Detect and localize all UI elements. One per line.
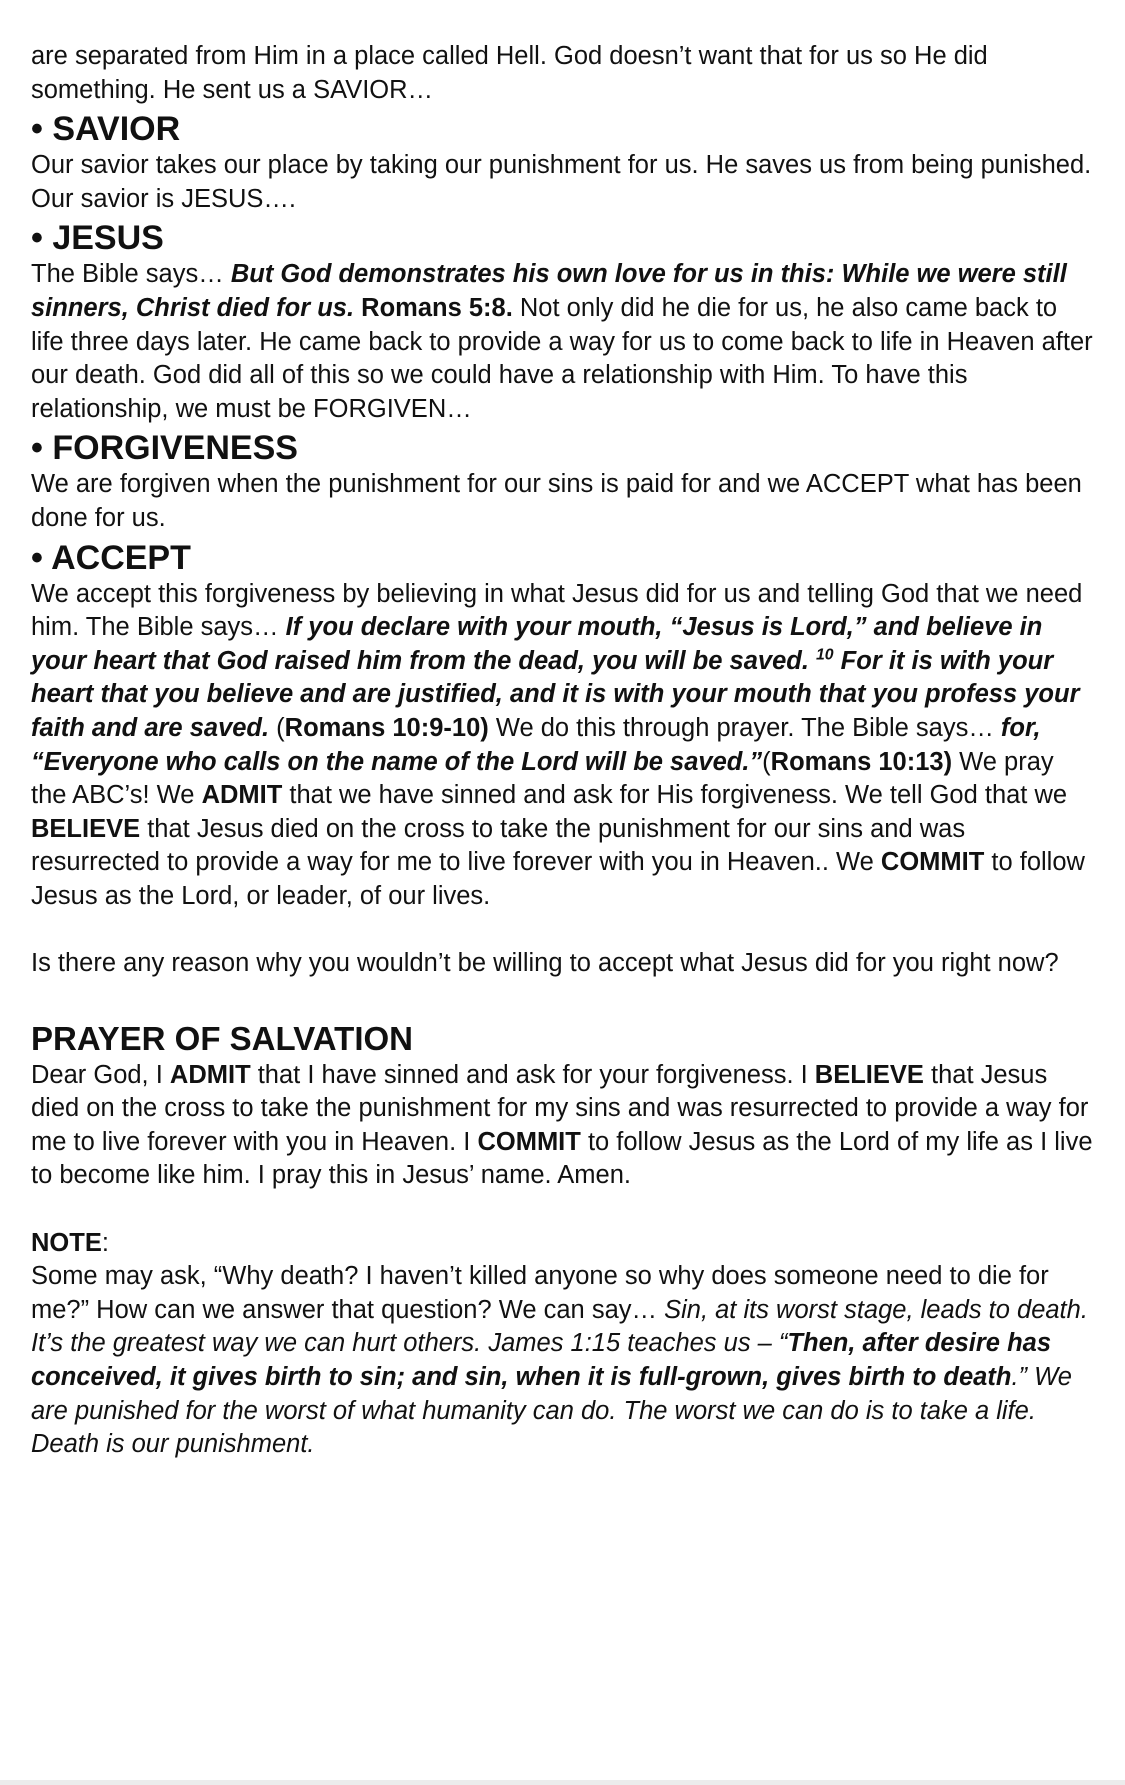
jesus-quote: But God demonstrates his own love for us in this: While we were still sinners, Christ died for us. [31, 260, 1067, 322]
accept-admit: ADMIT [201, 781, 283, 810]
jesus-text: Not only did he die for us, he also came back to life three days later. He came back to provide a way for us to come back to life in Heaven after our death. God did all of this so we could have a relationship with Him. To have this relationship, we must be FORGIVEN… [31, 293, 1093, 423]
accept-quote-3: for, “Everyone who calls on the name of the Lord will be saved.” [31, 713, 1041, 776]
note-colon: : [101, 1228, 109, 1257]
spacer [31, 981, 1095, 1019]
prayer-p3: that Jesus died on the cross to take the punishment for my sins and was resurrected to provide a way for me to live forever with you in Heaven. I [31, 1060, 1089, 1156]
accept-commit: COMMIT [880, 848, 985, 877]
accept-ref-1: Romans 10:9-10) [284, 713, 489, 742]
jesus-lead: The Bible says… [31, 260, 231, 289]
intro-text: are separated from Him in a place called Hell. God doesn’t want that for us so He did something. He sent us a SAVIOR… [31, 42, 988, 104]
note-label-line [31, 1227, 1095, 1261]
spacer [31, 913, 1095, 947]
heading-jesus: • JESUS [31, 219, 164, 258]
prayer-admit: ADMIT [169, 1060, 251, 1089]
prayer-believe: BELIEVE [814, 1060, 924, 1089]
note-quote: Then, after desire has conceived, it gives birth to sin; and sin, when it is full-grown, gives birth to death [31, 1329, 1052, 1391]
question-text: Is there any reason why you wouldn’t be willing to accept what Jesus did for you right now? [31, 949, 1059, 978]
accept-verse-number: 10 [816, 646, 834, 664]
accept-ref-2: Romans 10:13) [770, 747, 953, 776]
note-italic-1: Sin, at its worst stage, leads to death. It’s the greatest way we can hurt others. James 1:15 teaches us – “ [31, 1295, 1088, 1358]
accept-after-believe: that Jesus died on the cross to take the punishment for our sins and was resurrected to provide a way for me to live forever with you in Heaven.. We [31, 814, 966, 877]
intro-paragraph [31, 40, 1095, 107]
savior-paragraph [31, 149, 1095, 216]
page-bottom-edge [0, 1780, 1125, 1785]
accept-quote-2: For it is with your heart that you believe and are justified, and it is with your mouth that you profess your faith and are saved. [31, 646, 1080, 742]
accept-lead: We accept this forgiveness by believing in what Jesus did for us and telling God that we need him. The Bible says… [31, 579, 1083, 642]
accept-quote-1: If you declare with your mouth, “Jesus is Lord,” and believe in your heart that God raised him from the dead, you will be saved. [31, 613, 1043, 675]
accept-paragraph [31, 578, 1095, 914]
prayer-p4: to follow Jesus as the Lord of my life as I live to become like him. I pray this in Jesus’ name. Amen. [31, 1127, 1093, 1190]
prayer-commit: COMMIT [477, 1127, 581, 1156]
note-lead: Some may ask, “Why death? I haven’t killed anyone so why does someone need to die for me?” How can we answer that question? We can say… [31, 1262, 1049, 1324]
accept-mid: We do this through prayer. The Bible says… [488, 713, 1001, 742]
accept-abc: We pray the ABC’s! We [31, 747, 1054, 810]
accept-believe: BELIEVE [31, 814, 141, 843]
question-paragraph [31, 947, 1095, 981]
forgiveness-text: We are forgiven when the punishment for our sins is paid for and we ACCEPT what has been done for us. [31, 470, 1082, 532]
prayer-paragraph [31, 1059, 1095, 1193]
heading-forgiveness: • FORGIVENESS [31, 429, 298, 468]
forgiveness-paragraph [31, 468, 1095, 535]
jesus-ref: Romans 5:8. [354, 293, 513, 322]
note-label: NOTE [31, 1228, 102, 1257]
heading-accept: • ACCEPT [31, 538, 191, 577]
accept-ref-2-open: ( [762, 747, 771, 776]
heading-prayer-of-salvation: PRAYER OF SALVATION [31, 1019, 413, 1057]
accept-after-commit: to follow Jesus as the Lord, or leader, of our lives. [31, 848, 1085, 910]
note-paragraph [31, 1260, 1095, 1462]
jesus-paragraph [31, 258, 1095, 426]
document-page [31, 40, 1095, 1462]
prayer-p2: that I have sinned and ask for your forgiveness. I [250, 1060, 815, 1089]
savior-text: Our savior takes our place by taking our punishment for us. He saves us from being punished. Our savior is JESUS…. [31, 151, 1092, 213]
spacer [31, 1193, 1095, 1227]
note-italic-2: .” We are punished for the worst of what humanity can do. The worst we can do is to take a life. Death is our punishment. [31, 1363, 1072, 1459]
prayer-p1: Dear God, I [31, 1060, 170, 1089]
accept-ref-1-open: ( [269, 713, 285, 742]
heading-savior: • SAVIOR [31, 110, 181, 149]
accept-after-admit: that we have sinned and ask for His forgiveness. We tell God that we [282, 781, 1068, 810]
